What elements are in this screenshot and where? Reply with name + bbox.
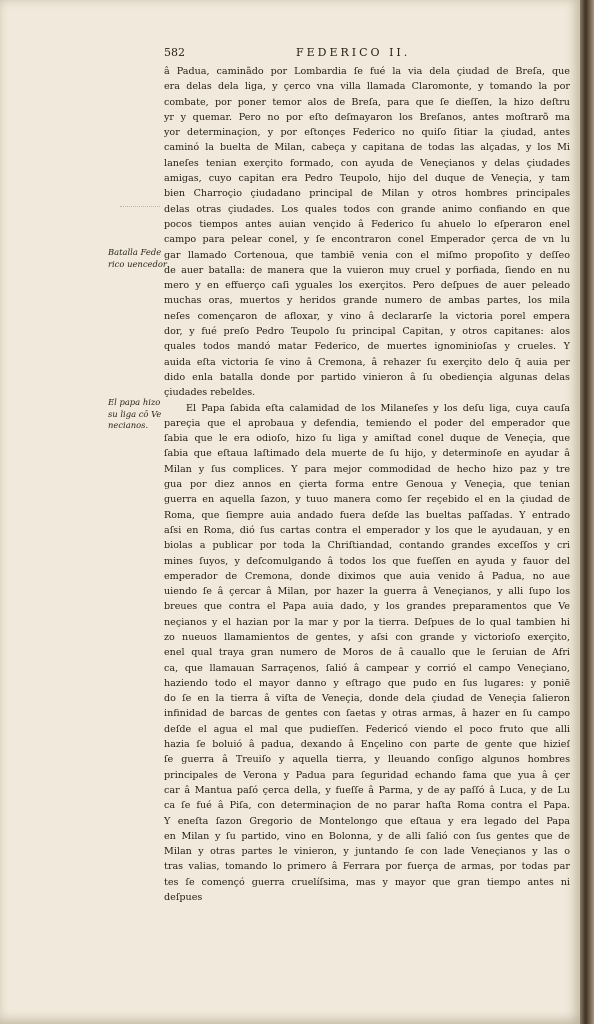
margin-note-line: rico uencedor (108, 258, 167, 269)
text-line: campo para pelear conel, y ſe encontraron conel Emperador çerca de vn lu (164, 234, 570, 246)
body-text (164, 64, 570, 905)
text-line: yr y quemar. Pero no por eſto deſmayaron los Breſanos, antes moſtrarõ ma (164, 111, 570, 123)
text-line: principales de Verona y Padua para ſeguridad echando fama que yua â çer (164, 769, 570, 781)
margin-note-battle (108, 247, 166, 270)
text-line: auida eſta victoria ſe vino â Cremona, â rehazer ſu exerçito delo q̃ auia per (164, 356, 570, 368)
text-line: â Padua, caminãdo por Lombardia ſe fué la via dela çiudad de Breſa, que (164, 66, 570, 77)
text-line: ſabia que le era odioſo, hizo ſu liga y amiſtad conel duque de Veneçia, que (164, 433, 570, 445)
text-line: guerra en aquella ſazon, y tuuo manera como ſer reçebido el en la çiudad de (164, 494, 570, 506)
text-line: caminó la buelta de Milan, cabeça y capitana de todas las alçadas, y los Mi (164, 142, 570, 154)
text-line: muchas oras, muertos y heridos grande numero de ambas partes, los mila (164, 295, 570, 307)
text-line: do ſe en la tierra â viſta de Veneçia, donde dela çiudad de Veneçia ſalieron (164, 693, 570, 705)
text-line: neçianos y el hazian por la mar y por la tierra. Deſpues de lo qual tambien hi (164, 616, 570, 628)
text-line: yor determinaçion, y por eſtonçes Federico no quiſo ſitiar la çiudad, antes (164, 127, 570, 139)
text-line: Milan y otras partes le vinieron, y juntando ſe con lade Veneçianos y las o (164, 846, 570, 858)
text-line: zo nueuos llamamientos de gentes, y aſsi con grande y victorioſo exerçito, (164, 631, 570, 643)
text-line: hazia ſe boluió â padua, dexando â Ençelino con parte de gente que hizieſ (164, 739, 570, 751)
text-line: tes ſe començó guerra cruelíſsima, mas y mayor que gran tiempo antes ni (164, 876, 570, 888)
margin-rule (120, 206, 160, 209)
text-line: haziendo todo el mayor danno y eſtrago que pudo en ſus lugares: y poniē (164, 677, 570, 689)
page-number: 582 (164, 46, 185, 59)
text-line: pocos tiempos antes auian vençido â Federico ſu ahuelo lo eſperaron enel (164, 218, 570, 230)
text-line: deſpues (164, 892, 203, 904)
text-line: ca ſe fué â Piſa, con determinaçion de no parar haſta Roma contra el Papa. (164, 800, 570, 812)
text-line: biolas a publicar por toda la Chriſtiandad, contando grandes exceſſos y cri (164, 540, 570, 552)
text-line: mines ſuyos, y deſcomulgando â todos los que fueſſen en ayuda y fauor del (164, 555, 570, 567)
text-line: era delas dela liga, y çerco vna villa llamada Claromonte, y tomando la por (164, 81, 570, 93)
text-line: neſes començaron de afloxar, y vino â declararſe la victoria porel empera (164, 310, 570, 322)
text-line: laneſes tenian exerçito formado, con ayuda de Veneçianos y delas çiudades (164, 157, 570, 169)
text-line: dor, y fué preſo Pedro Teupolo ſu principal Capitan, y otros capitanes: alos (164, 326, 570, 338)
text-line: uiendo ſe â çercar â Milan, por hazer la guerra â Veneçianos, y alli ſupo los (164, 586, 570, 598)
text-line: mero y en effuerço caſi yguales los exerçitos. Pero deſpues de auer peleado (164, 280, 570, 292)
text-line: çiudades rebeldes. (164, 387, 256, 399)
text-line: dido enla batalla donde por partido vinieron â ſu obediençia algunas delas (164, 371, 570, 383)
text-line: Roma, que ſiempre auia andado fuera deſde las bueltas paſſadas. Y entrado (164, 509, 570, 521)
text-line: tras valias, tomando lo primero â Ferrara por fuerça de armas, por todas par (164, 861, 570, 873)
book-edge (580, 0, 594, 1024)
text-line: de auer batalla: de manera que la vuieron muy cruel y porfiada, ſiendo en nu (164, 264, 570, 276)
text-line: aſsi en Roma, dió ſus cartas contra el emperador y los que le ayudauan, y en (164, 524, 570, 536)
text-line: Milan y ſus complices. Y para mejor commodidad de hecho hizo paz y tre (164, 463, 570, 475)
text-line: deſde el agua el mal que pudieſſen. Federicó viendo el poco fruto que alli (164, 723, 570, 735)
text-line: bien Charroçio çiudadano principal de Milan y otros hombres principales (164, 188, 570, 200)
margin-note-line: Batalla Fede (108, 247, 162, 257)
text-line: enel qual traya gran numero de Moros de â cauallo que le ſeruian de Afri (164, 647, 570, 659)
margin-note-line: su liga cō Ve (108, 408, 162, 419)
text-line: gar llamado Cortenoua, que tambiē venia con el miſmo propoſito y deſſeo (164, 249, 570, 261)
text-line: amigas, cuyo capitan era Pedro Teupolo, hijo del duque de Veneçia, y tam (164, 173, 570, 185)
text-line: car â Mantua paſó çerca della, y fueſſe â Parma, y de ay paſſó â Luca, y de Lu (164, 784, 570, 796)
margin-note-line: necianos. (108, 420, 149, 430)
text-line: combate, por poner temor alos de Breſa, para que ſe dieſſen, la hizo deſtru (164, 96, 570, 108)
margin-note-pope-league (108, 397, 166, 432)
text-line: quales todos mandó matar Federico, de muertes ignominioſas y crueles. Y (164, 341, 570, 353)
text-line: en Milan y ſu partido, vino en Bolonna, y de alli ſalió con ſus gentes que de (164, 830, 570, 842)
text-line: gua por diez annos en çierta forma entre Genoua y Veneçia, que tenian (164, 479, 570, 491)
text-line: breues que contra el Papa auia dado, y los grandes preparamentos que Ve (164, 601, 570, 613)
text-line: ſabia que eſtaua laſtimado dela muerte de ſu hijo, y determinoſe en ayudar â (164, 448, 570, 460)
page-header (164, 46, 568, 62)
margin-note-line: El papa hizo (108, 397, 161, 407)
text-line: delas otras çiudades. Los quales todos con grande animo confiando en que (164, 203, 570, 215)
text-line: infinidad de barcas de gentes con ſaetas y otras armas, â hazer en ſu campo (164, 708, 570, 720)
text-line: ſe guerra â Treuiſo y aquella tierra, y lleuando conſigo algunos hombres (164, 754, 570, 766)
text-line: El Papa ſabida eſta calamidad de los Milaneſes y los deſu liga, cuya cauſa (186, 402, 570, 414)
text-line: emperador de Cremona, donde diximos que auia venido â Padua, no aue (164, 570, 570, 582)
running-head: FEDERICO II. (296, 46, 411, 59)
text-line: pareçia que el aprobaua y defendia, temiendo el poder del emperador que (164, 417, 570, 429)
text-line: ca, que llamauan Sarraçenos, ſalió â campear y corrió el campo Veneçiano, (164, 662, 570, 674)
text-line: Y eneſta ſazon Gregorio de Montelongo que eſtaua y era legado del Papa (164, 815, 570, 827)
